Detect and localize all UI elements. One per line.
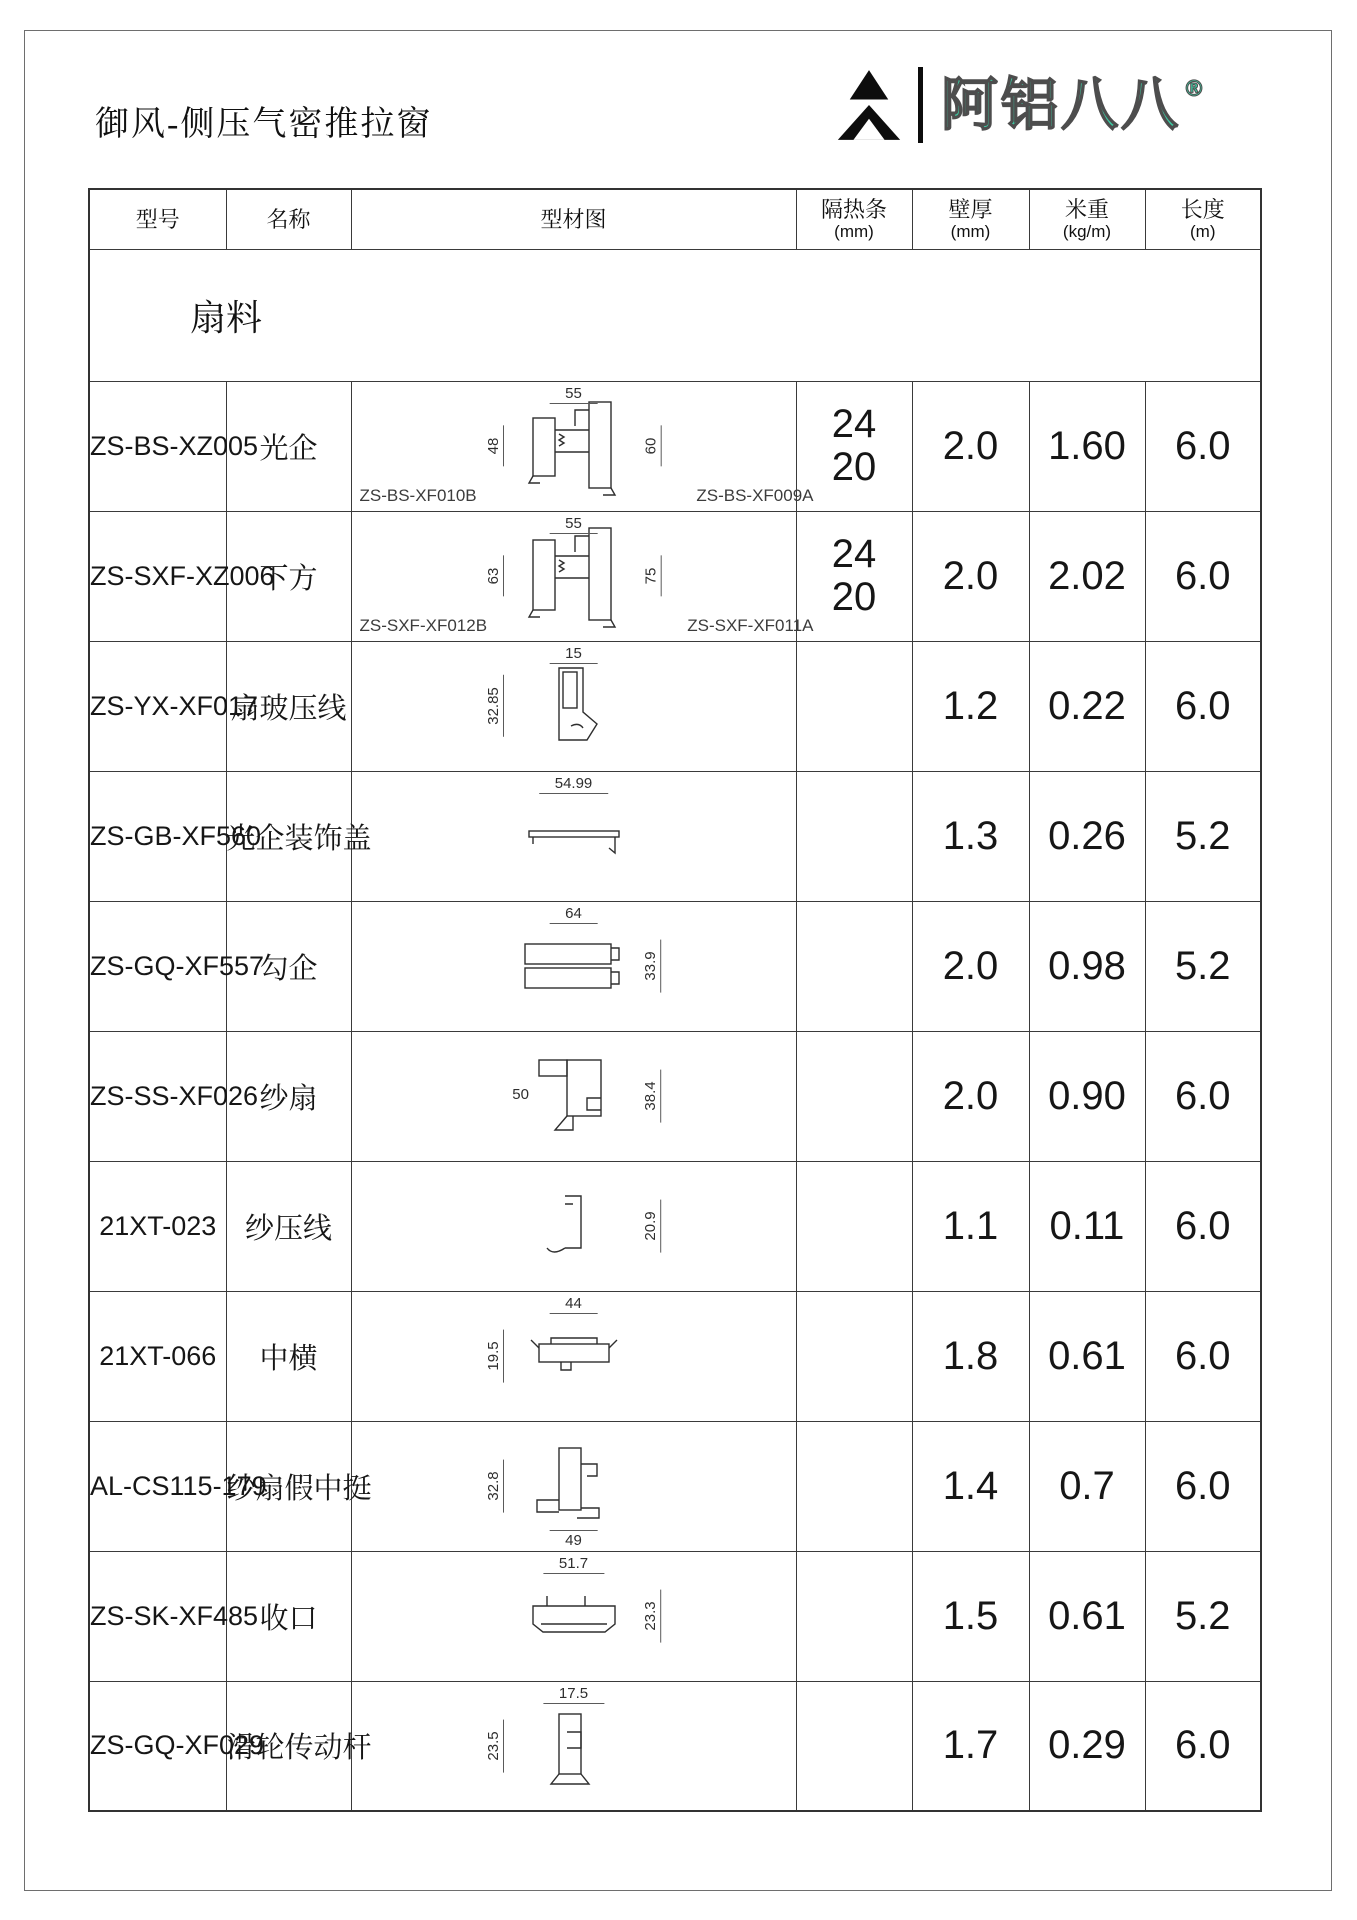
- wall-thickness-cell: 1.2: [912, 641, 1029, 771]
- profile-diagram: [489, 1555, 660, 1672]
- model-cell: ZS-GB-XF560: [89, 771, 226, 901]
- table-row: [89, 1031, 1261, 1161]
- profile-diagram-cell: [351, 1551, 796, 1681]
- dim-left-dimension: 48: [486, 426, 504, 467]
- length-cell: 6.0: [1145, 1031, 1261, 1161]
- table-row: [89, 1291, 1261, 1421]
- meter-weight-cell: 0.22: [1029, 641, 1145, 771]
- dim-right-dimension: 75: [644, 556, 662, 597]
- table-row: [89, 641, 1261, 771]
- profile-diagram: [489, 1040, 659, 1152]
- dim-top-dimension: 17.5: [543, 1686, 604, 1704]
- wall-thickness-cell: 1.8: [912, 1291, 1029, 1421]
- profile-drawing-icon: [489, 1300, 659, 1412]
- table-header-row: [89, 189, 1261, 249]
- name-cell: 光企: [226, 381, 351, 511]
- model-cell: ZS-GQ-XF557: [89, 901, 226, 1031]
- profile-diagram: [484, 645, 659, 762]
- name-cell: 中横: [226, 1291, 351, 1421]
- model-cell: 21XT-066: [89, 1291, 226, 1421]
- insulation-strip-cell: [796, 1031, 912, 1161]
- profile-diagram: [484, 515, 660, 632]
- diagram-label-right: ZS-BS-XF009A: [696, 485, 814, 505]
- profile-diagram-cell: [351, 1161, 796, 1291]
- brand-logo: [836, 60, 1208, 150]
- registered-trademark-icon: ®: [1183, 76, 1208, 102]
- meter-weight-cell: 0.29: [1029, 1681, 1145, 1811]
- dim-top-dimension: 54.99: [539, 776, 609, 794]
- wall-thickness-cell: 1.7: [912, 1681, 1029, 1811]
- diagram-label-left: ZS-BS-XF010B: [359, 485, 477, 505]
- profile-diagram-cell: [351, 381, 814, 511]
- dim-top-dimension: 44: [549, 1296, 598, 1314]
- profile-drawing-icon: [489, 1430, 659, 1542]
- length-cell: 6.0: [1145, 1421, 1261, 1551]
- insulation-strip-cell: 24 20: [796, 381, 912, 511]
- length-cell: 5.2: [1145, 1551, 1261, 1681]
- dim-top-dimension: 55: [549, 386, 598, 404]
- page-title: 御风-侧压气密推拉窗: [95, 106, 433, 143]
- dim-top-dimension: 55: [549, 516, 598, 534]
- insulation-strip-cell: [796, 1291, 912, 1421]
- triangle-a-logo-icon: [836, 65, 902, 145]
- wall-thickness-cell: 1.4: [912, 1421, 1029, 1551]
- brand-name: [941, 71, 1208, 138]
- length-cell: 5.2: [1145, 771, 1261, 901]
- meter-weight-cell: 0.11: [1029, 1161, 1145, 1291]
- profile-drawing-icon: [489, 520, 659, 632]
- wall-thickness-cell: 1.5: [912, 1551, 1029, 1681]
- name-cell: 勾企: [226, 901, 351, 1031]
- dim-top-dimension: 64: [549, 906, 598, 924]
- wall-thickness-cell: 2.0: [912, 1031, 1029, 1161]
- dim-mid-dimension: 50: [512, 1086, 529, 1104]
- dim-left-dimension: 63: [486, 556, 504, 597]
- insulation-strip-cell: [796, 641, 912, 771]
- wall-thickness-cell: 2.0: [912, 901, 1029, 1031]
- table-row: [89, 771, 1261, 901]
- column-header: 长度 (m): [1145, 189, 1261, 249]
- profile-diagram-cell: [351, 1421, 796, 1551]
- table-row: [89, 381, 1261, 511]
- profile-drawing-icon: [489, 1690, 659, 1802]
- wall-thickness-cell: 2.0: [912, 381, 1029, 511]
- meter-weight-cell: 0.26: [1029, 771, 1145, 901]
- wall-thickness-cell: 1.1: [912, 1161, 1029, 1291]
- profile-diagram: [489, 775, 659, 892]
- profile-diagram: [484, 1295, 659, 1412]
- dim-top-dimension: 51.7: [543, 1556, 604, 1574]
- wall-thickness-cell: 1.3: [912, 771, 1029, 901]
- profile-drawing-icon: [489, 390, 659, 502]
- wall-thickness-cell: 2.0: [912, 511, 1029, 641]
- profile-diagram-cell: [351, 901, 796, 1031]
- profile-diagram: [489, 905, 660, 1022]
- column-header: 壁厚 (mm): [912, 189, 1029, 249]
- name-cell: 扇玻压线: [226, 641, 351, 771]
- meter-weight-cell: 0.98: [1029, 901, 1145, 1031]
- column-header: 型号: [89, 189, 226, 249]
- table-row: [89, 1551, 1261, 1681]
- model-cell: ZS-SK-XF485: [89, 1551, 226, 1681]
- section-label: 扇料: [89, 249, 1261, 381]
- section-row: [89, 249, 1261, 381]
- profile-diagram: [484, 1684, 659, 1802]
- logo-divider: [918, 67, 923, 143]
- dim-bottom-dimension: 49: [549, 1530, 598, 1548]
- model-cell: ZS-GQ-XF029: [89, 1681, 226, 1811]
- profile-drawing-icon: [489, 1170, 659, 1282]
- model-cell: AL-CS115-179: [89, 1421, 226, 1551]
- length-cell: 6.0: [1145, 1681, 1261, 1811]
- length-cell: 5.2: [1145, 901, 1261, 1031]
- name-cell: 光企装饰盖: [226, 771, 351, 901]
- insulation-strip-cell: 24 20: [796, 511, 912, 641]
- insulation-strip-cell: [796, 1421, 912, 1551]
- profile-drawing-icon: [489, 1560, 659, 1672]
- profile-diagram-cell: [351, 771, 796, 901]
- length-cell: 6.0: [1145, 1161, 1261, 1291]
- meter-weight-cell: 0.7: [1029, 1421, 1145, 1551]
- model-cell: ZS-YX-XF017: [89, 641, 226, 771]
- profile-diagram-cell: [351, 1681, 796, 1811]
- profile-drawing-icon: [489, 650, 659, 762]
- name-cell: 收口: [226, 1551, 351, 1681]
- name-cell: 纱扇假中挺: [226, 1421, 351, 1551]
- dim-left-dimension: 32.8: [486, 1459, 504, 1512]
- dim-left-dimension: 23.5: [486, 1719, 504, 1772]
- name-cell: 下方: [226, 511, 351, 641]
- insulation-strip-cell: [796, 1551, 912, 1681]
- dim-top-dimension: 15: [549, 646, 598, 664]
- profile-diagram-cell: [351, 1031, 796, 1161]
- profile-diagram: [489, 1170, 659, 1282]
- length-cell: 6.0: [1145, 511, 1261, 641]
- table-row: [89, 511, 1261, 641]
- table-row: [89, 901, 1261, 1031]
- diagram-label-left: ZS-SXF-XF012B: [359, 615, 488, 635]
- insulation-strip-cell: [796, 1161, 912, 1291]
- insulation-strip-cell: [796, 771, 912, 901]
- meter-weight-cell: 2.02: [1029, 511, 1145, 641]
- dim-left-dimension: 19.5: [486, 1329, 504, 1382]
- length-cell: 6.0: [1145, 1291, 1261, 1421]
- profile-diagram-cell: [351, 511, 814, 641]
- meter-weight-cell: 1.60: [1029, 381, 1145, 511]
- dim-right-dimension: 20.9: [644, 1199, 662, 1252]
- profile-diagram-cell: [351, 1291, 796, 1421]
- profile-spec-table: [88, 188, 1262, 1812]
- column-header: 隔热条 (mm): [796, 189, 912, 249]
- column-header: 米重 (kg/m): [1029, 189, 1145, 249]
- dim-left-dimension: 32.85: [486, 675, 504, 737]
- profile-diagram: [484, 1430, 659, 1549]
- model-cell: ZS-SS-XF026: [89, 1031, 226, 1161]
- model-cell: ZS-SXF-XZ006: [89, 511, 226, 641]
- column-header: 名称: [226, 189, 351, 249]
- table-row: [89, 1421, 1261, 1551]
- meter-weight-cell: 0.61: [1029, 1551, 1145, 1681]
- brand-name-text: 阿铝八八: [941, 71, 1181, 138]
- diagram-label-right: ZS-SXF-XF011A: [687, 615, 814, 635]
- insulation-strip-cell: [796, 1681, 912, 1811]
- profile-drawing-icon: [489, 780, 659, 892]
- length-cell: 6.0: [1145, 641, 1261, 771]
- dim-right-dimension: 23.3: [644, 1589, 662, 1642]
- profile-drawing-icon: [489, 910, 659, 1022]
- profile-diagram-cell: [351, 641, 796, 771]
- insulation-strip-cell: [796, 901, 912, 1031]
- dim-right-dimension: 60: [644, 426, 662, 467]
- length-cell: 6.0: [1145, 381, 1261, 511]
- model-cell: 21XT-023: [89, 1161, 226, 1291]
- profile-diagram: [484, 385, 660, 502]
- name-cell: 纱扇: [226, 1031, 351, 1161]
- model-cell: ZS-BS-XZ005: [89, 381, 226, 511]
- dim-right-dimension: 38.4: [644, 1069, 662, 1122]
- table-body: [89, 249, 1261, 1811]
- table-row: [89, 1161, 1261, 1291]
- meter-weight-cell: 0.90: [1029, 1031, 1145, 1161]
- dim-right-dimension: 33.9: [644, 939, 662, 992]
- table-row: [89, 1681, 1261, 1811]
- column-header: 型材图: [351, 189, 796, 249]
- name-cell: 纱压线: [226, 1161, 351, 1291]
- meter-weight-cell: 0.61: [1029, 1291, 1145, 1421]
- name-cell: 滑轮传动杆: [226, 1681, 351, 1811]
